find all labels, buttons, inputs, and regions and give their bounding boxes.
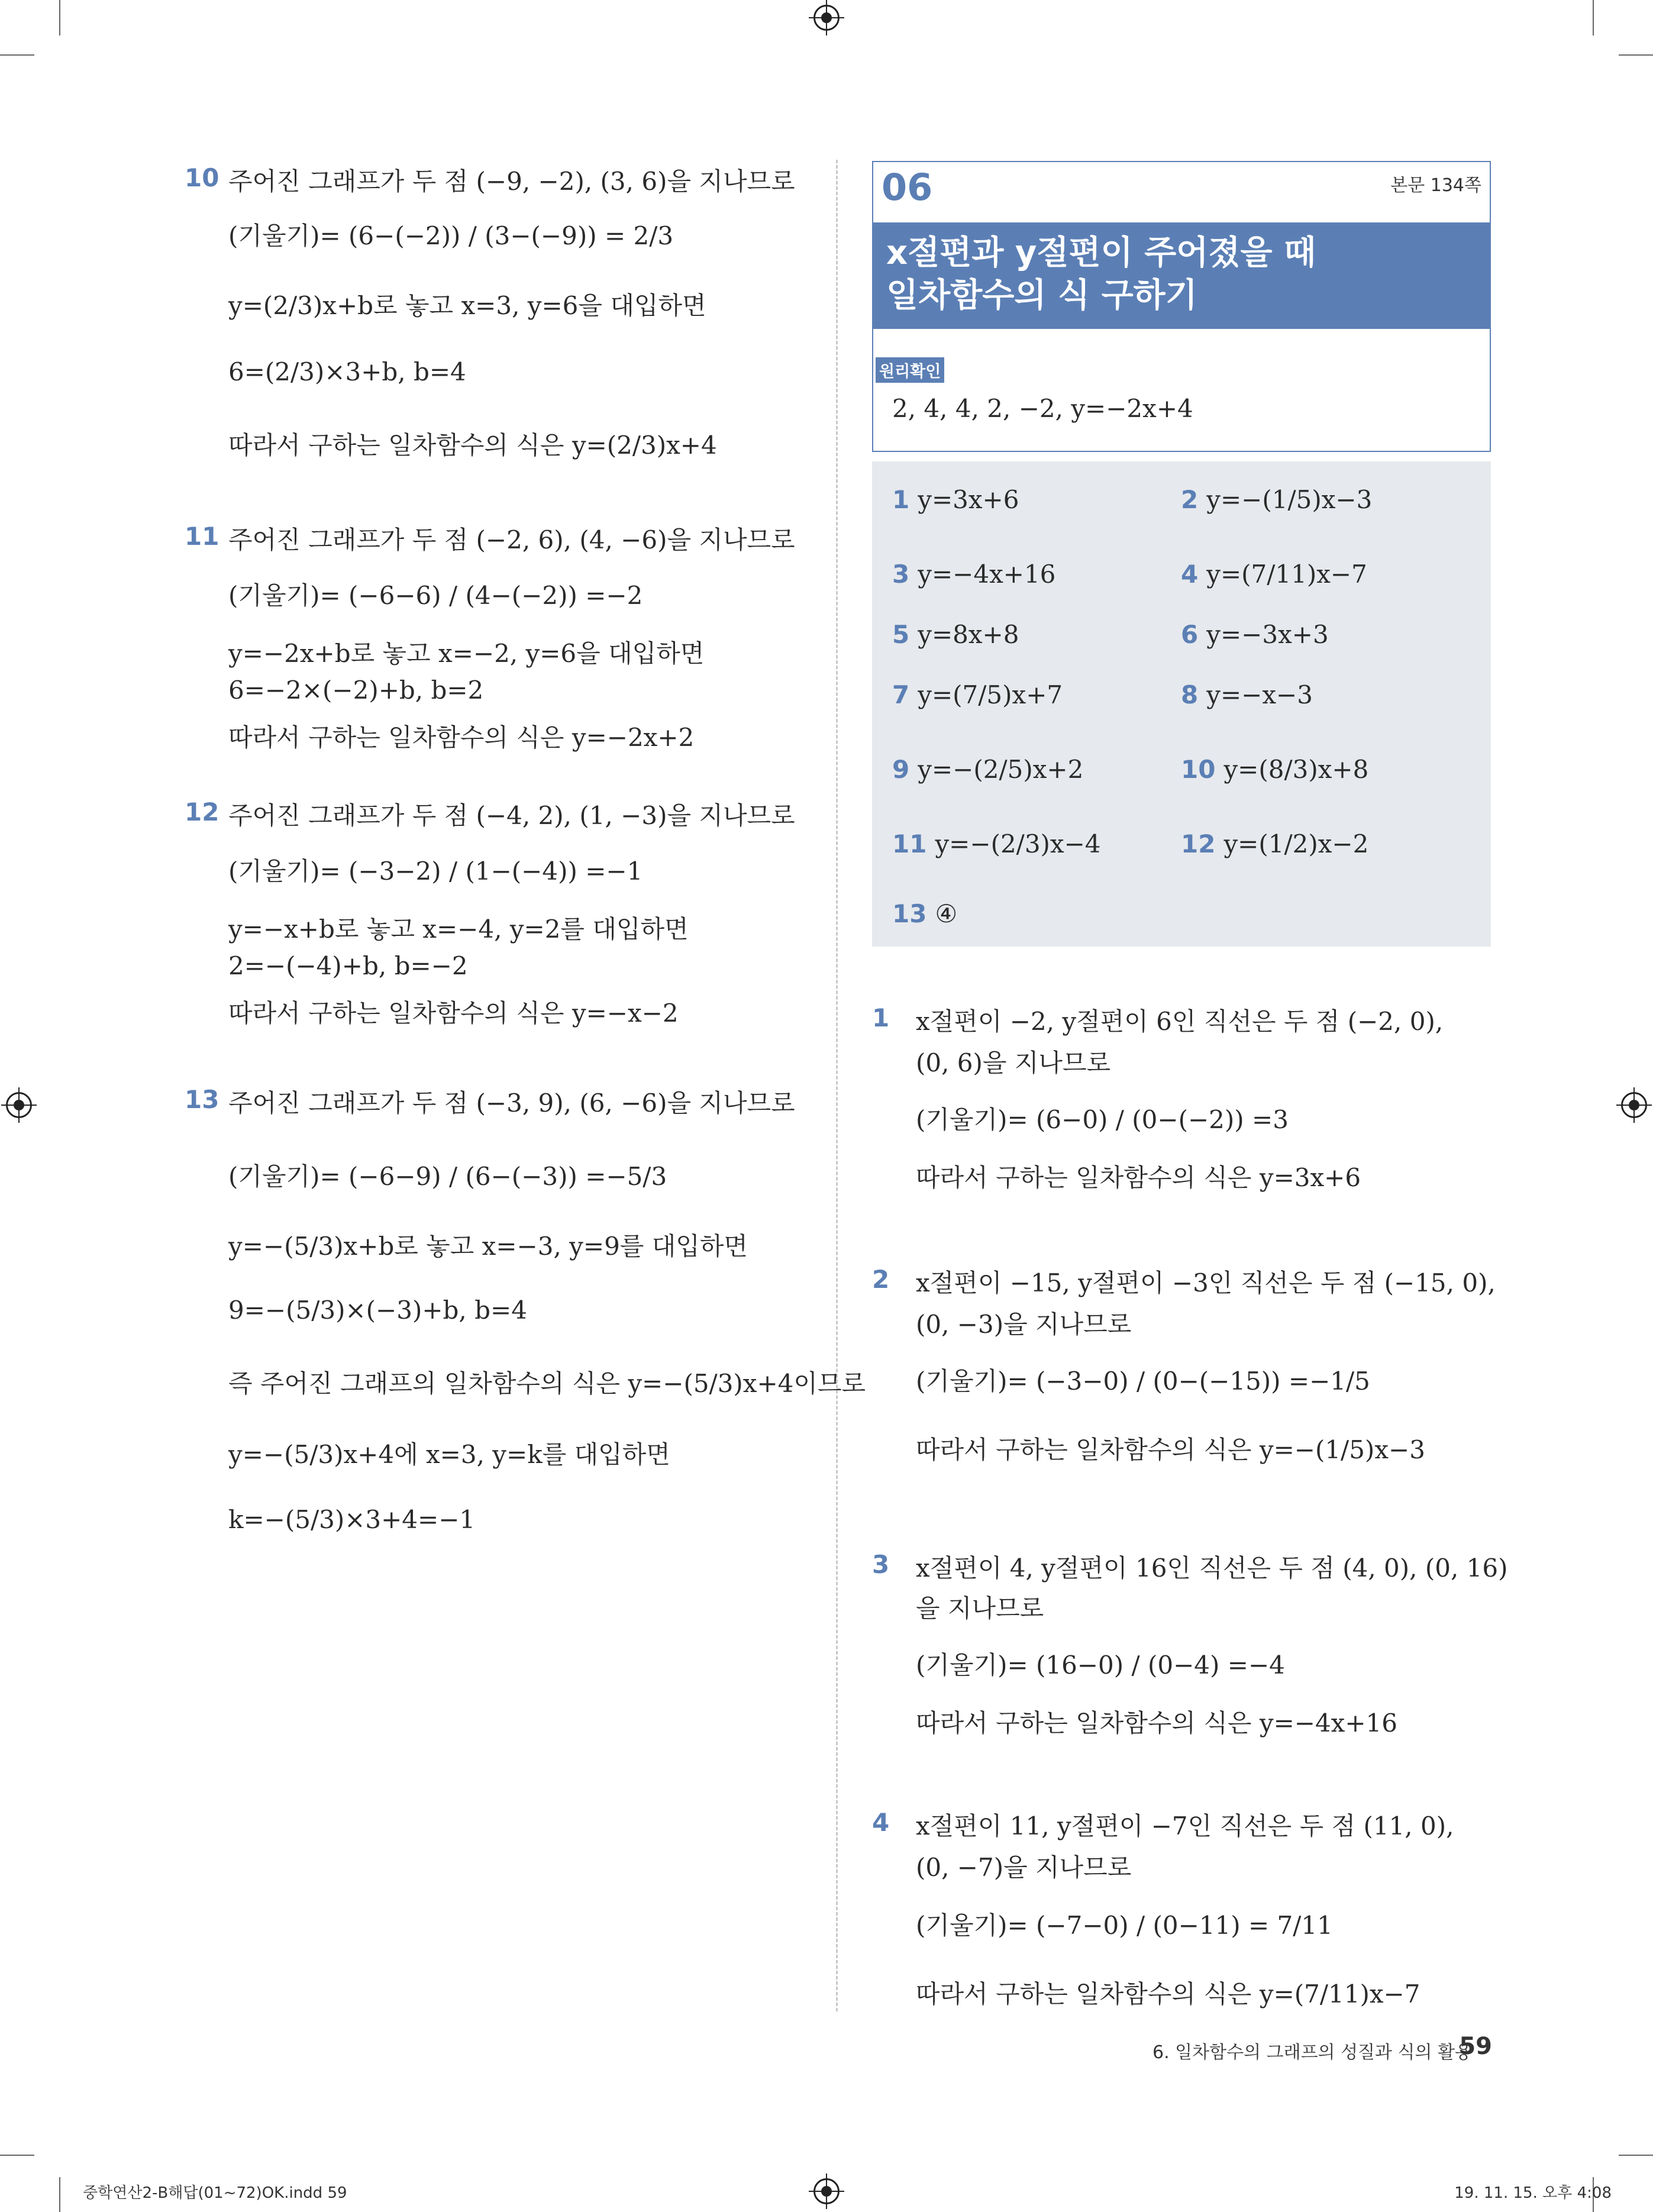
solution-line: (기울기)= (6−0) / (0−(−2)) =3 <box>916 1105 1289 1134</box>
quick-answer <box>892 829 1101 858</box>
solution-line: (기울기)= (−3−2) / (1−(−4)) =−1 <box>228 857 643 886</box>
solution-line: 따라서 구하는 일차함수의 식은 y=−x−2 <box>228 999 679 1028</box>
quick-answer <box>892 620 1019 649</box>
solution-line: 따라서 구하는 일차함수의 식은 y=(2/3)x+4 <box>228 431 717 460</box>
solution-line: 따라서 구하는 일차함수의 식은 y=3x+6 <box>916 1163 1361 1192</box>
quick-answers-panel <box>872 461 1491 947</box>
answer-number: 8 <box>1181 680 1199 709</box>
answer-text: y=−(2/5)x+2 <box>918 755 1084 784</box>
solution-line: (기울기)= (−3−0) / (0−(−15)) =−1/5 <box>916 1367 1370 1396</box>
problem-number: 10 <box>185 163 219 192</box>
answer-text: y=8x+8 <box>918 620 1019 649</box>
solution-line: x절편이 −2, y절편이 6인 직선은 두 점 (−2, 0), <box>916 1007 1444 1036</box>
answer-text: y=−x−3 <box>1206 680 1313 709</box>
answer-number: 6 <box>1181 620 1199 649</box>
solution-line: 즉 주어진 그래프의 일차함수의 식은 y=−(5/3)x+4이므로 <box>228 1369 866 1398</box>
solution-line: 주어진 그래프가 두 점 (−9, −2), (3, 6)을 지나므로 <box>228 167 795 196</box>
crop-mark <box>59 0 60 35</box>
quick-answer <box>1181 560 1367 589</box>
quick-answer <box>892 560 1055 589</box>
quick-answer <box>1181 620 1329 649</box>
registration-mark-icon <box>1621 1092 1647 1118</box>
section-title-line: x절편과 y절편이 주어졌을 때 <box>886 234 1316 272</box>
answer-number: 13 <box>892 899 927 928</box>
answer-text: y=(1/2)x−2 <box>1223 829 1369 858</box>
problem-number: 13 <box>185 1085 219 1114</box>
crop-mark <box>1619 2155 1653 2156</box>
section-title <box>873 222 1490 329</box>
problem-number: 2 <box>872 1265 890 1294</box>
crop-mark <box>1619 54 1653 56</box>
answer-text: y=−3x+3 <box>1206 620 1329 649</box>
quick-answer <box>892 899 957 928</box>
answer-text: y=−4x+16 <box>918 560 1056 589</box>
solution-line: 따라서 구하는 일차함수의 식은 y=(7/11)x−7 <box>916 1980 1420 2008</box>
solution-line: (기울기)= (−6−9) / (6−(−3)) =−5/3 <box>228 1162 667 1191</box>
answer-number: 12 <box>1181 829 1216 858</box>
crop-mark <box>0 2155 34 2156</box>
answer-number: 4 <box>1181 560 1199 589</box>
registration-mark-icon <box>6 1092 32 1118</box>
solution-line: k=−(5/3)×3+4=−1 <box>228 1505 476 1534</box>
problem-number: 12 <box>185 797 219 826</box>
quick-answer <box>1181 829 1368 858</box>
solution-line: 을 지나므로 <box>916 1594 1044 1623</box>
answer-text: y=3x+6 <box>918 485 1019 514</box>
quick-answer <box>892 680 1063 709</box>
answer-number: 9 <box>892 755 910 784</box>
answer-number: 11 <box>892 829 927 858</box>
solution-line: 주어진 그래프가 두 점 (−3, 9), (6, −6)을 지나므로 <box>228 1089 795 1118</box>
solution-line: 2=−(−4)+b, b=−2 <box>228 951 468 980</box>
answer-number: 2 <box>1181 485 1199 514</box>
quick-answer <box>1181 680 1313 709</box>
section-title-line: 일차함수의 식 구하기 <box>886 276 1197 315</box>
solution-line: 주어진 그래프가 두 점 (−4, 2), (1, −3)을 지나므로 <box>228 801 795 830</box>
principle-answer: 2, 4, 4, 2, −2, y=−2x+4 <box>892 394 1193 423</box>
solution-line: (0, −3)을 지나므로 <box>916 1310 1132 1339</box>
section-header-box <box>872 161 1491 452</box>
solution-line: 따라서 구하는 일차함수의 식은 y=−4x+16 <box>916 1709 1397 1738</box>
answer-number: 10 <box>1181 755 1216 784</box>
quick-answer <box>1181 755 1368 784</box>
print-slug-date: 19. 11. 15. 오후 4:08 <box>1454 2184 1612 2202</box>
solution-line: 9=−(5/3)×(−3)+b, b=4 <box>228 1296 527 1325</box>
solution-line: (0, 6)을 지나므로 <box>916 1048 1111 1077</box>
print-slug-file: 중학연산2-B해답(01~72)OK.indd 59 <box>83 2184 347 2202</box>
solution-line: y=−(5/3)x+4에 x=3, y=k를 대입하면 <box>228 1440 670 1469</box>
solution-line: 6=−2×(−2)+b, b=2 <box>228 676 484 705</box>
chapter-title: 6. 일차함수의 그래프의 성질과 식의 활용 <box>1152 2042 1472 2063</box>
solution-line: (기울기)= (16−0) / (0−4) =−4 <box>916 1651 1285 1680</box>
solution-line: x절편이 4, y절편이 16인 직선은 두 점 (4, 0), (0, 16) <box>916 1554 1508 1583</box>
section-number: 06 <box>882 166 933 209</box>
solution-line: x절편이 11, y절편이 −7인 직선은 두 점 (11, 0), <box>916 1811 1454 1840</box>
crop-mark <box>1593 0 1594 35</box>
answer-text: y=−(2/3)x−4 <box>935 829 1101 858</box>
registration-mark-icon <box>813 2178 840 2204</box>
principle-badge: 원리확인 <box>876 357 944 383</box>
answer-text: y=(7/11)x−7 <box>1206 560 1367 589</box>
page-reference: 본문 134쪽 <box>1390 175 1481 196</box>
quick-answer <box>892 755 1083 784</box>
problem-number: 11 <box>185 522 219 551</box>
problem-number: 4 <box>872 1808 890 1837</box>
solution-line: 따라서 구하는 일차함수의 식은 y=−(1/5)x−3 <box>916 1435 1425 1464</box>
solution-line: x절편이 −15, y절편이 −3인 직선은 두 점 (−15, 0), <box>916 1268 1496 1297</box>
solution-line: y=(2/3)x+b로 놓고 x=3, y=6을 대입하면 <box>228 291 706 320</box>
solution-line: (기울기)= (−6−6) / (4−(−2)) =−2 <box>228 581 643 610</box>
registration-mark-icon <box>813 5 840 31</box>
answer-text: y=−(1/5)x−3 <box>1206 485 1373 514</box>
answer-number: 5 <box>892 620 910 649</box>
solution-line: (0, −7)을 지나므로 <box>916 1853 1132 1882</box>
solution-line: y=−2x+b로 놓고 x=−2, y=6을 대입하면 <box>228 639 705 668</box>
answer-text: y=(8/3)x+8 <box>1223 755 1369 784</box>
solution-line: (기울기)= (−7−0) / (0−11) = 7/11 <box>916 1911 1333 1940</box>
problem-number: 3 <box>872 1550 890 1579</box>
answer-text: y=(7/5)x+7 <box>918 680 1063 709</box>
problem-number: 1 <box>872 1003 890 1032</box>
solution-line: 6=(2/3)×3+b, b=4 <box>228 357 466 386</box>
solution-line: (기울기)= (6−(−2)) / (3−(−9)) = 2/3 <box>228 221 674 250</box>
solution-line: 주어진 그래프가 두 점 (−2, 6), (4, −6)을 지나므로 <box>228 525 795 554</box>
crop-mark <box>59 2177 60 2212</box>
answer-number: 7 <box>892 680 910 709</box>
solution-line: 따라서 구하는 일차함수의 식은 y=−2x+2 <box>228 723 695 752</box>
answer-number: 3 <box>892 560 910 589</box>
quick-answer <box>1181 485 1372 514</box>
solution-line: y=−x+b로 놓고 x=−4, y=2를 대입하면 <box>228 915 689 944</box>
solution-line: y=−(5/3)x+b로 놓고 x=−3, y=9를 대입하면 <box>228 1232 748 1261</box>
quick-answer <box>892 485 1019 514</box>
answer-text: ④ <box>935 899 958 928</box>
crop-mark <box>0 54 34 56</box>
page-number: 59 <box>1459 2033 1492 2060</box>
column-divider <box>836 160 838 2011</box>
answer-number: 1 <box>892 485 910 514</box>
